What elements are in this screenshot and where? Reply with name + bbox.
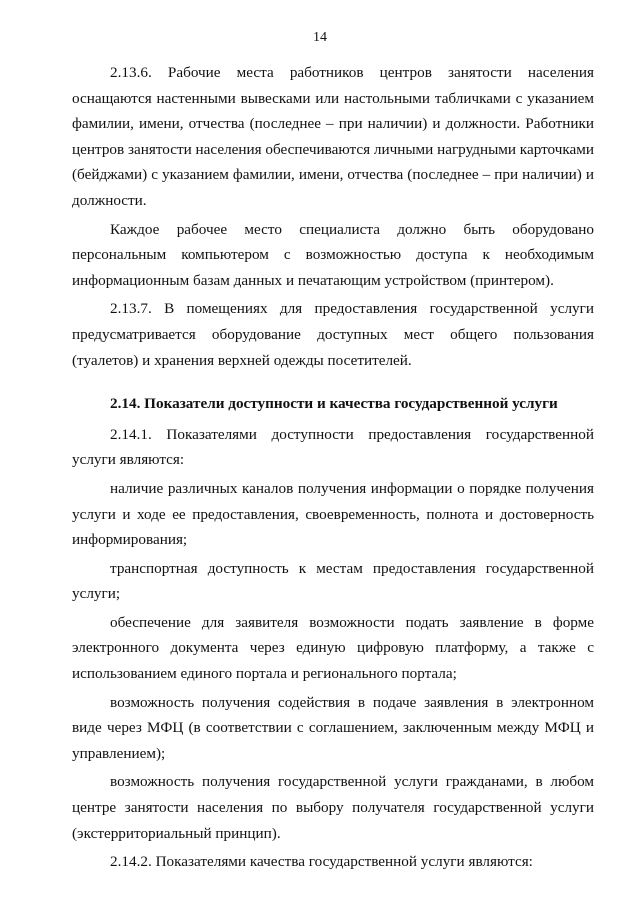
list-item-mfc-assistance: возможность получения содействия в подаче заявления в электронном виде через МФЦ (в соответствии с соглашением, заключенным между МФЦ и управлением); (72, 693, 594, 762)
section-heading-2-14: 2.14. Показатели доступности и качества государственной услуги (110, 395, 558, 413)
list-item-extraterritorial: возможность получения государственной услуги гражданами, в любом центре занятости населения по выбору получателя государственной услуги (экстерриториальный принцип). (72, 773, 594, 842)
paragraph-2-13-7: 2.13.7. В помещениях для предоставления государственной услуги предусматривается оборудование доступных мест общего пользования (туалетов) и хранения верхней одежды посетителей. (72, 300, 594, 369)
list-item-electronic-application: обеспечение для заявителя возможности подать заявление в форме электронного документа через единую цифровую платформу, а также с использованием единого портала и регионального портала; (72, 613, 594, 683)
paragraph-2-14-1: 2.14.1. Показателями доступности предоставления государственной услуги являются: (72, 425, 594, 469)
paragraph-workplace-equipment: Каждое рабочее место специалиста должно быть оборудовано персональным компьютером с возможностью доступа к необходимым информационным базам данных и печатающим устройством (принтером). (72, 220, 594, 289)
list-item-information-channels: наличие различных каналов получения информации о порядке получения услуги и ходе ее предоставления, своевременность, полнота и достоверность информирования; (72, 479, 594, 549)
paragraph-2-14-2: 2.14.2. Показателями качества государственной услуги являются: (110, 853, 533, 871)
paragraph-2-13-6: 2.13.6. Рабочие места работников центров занятости населения оснащаются настенными вывесками или настольными табличками с указанием фамилии, имени, отчества (последнее – при наличии) и должности. Работники центров занятости населения обеспечиваются личными нагрудными карточками (бейджами) с указанием фамилии, имени, отчества (последнее – при наличии) и должности. (72, 64, 594, 209)
document-body (72, 60, 594, 878)
list-item-transport-access: транспортная доступность к местам предоставления государственной услуги; (72, 559, 594, 603)
page-number: 14 (313, 30, 327, 45)
